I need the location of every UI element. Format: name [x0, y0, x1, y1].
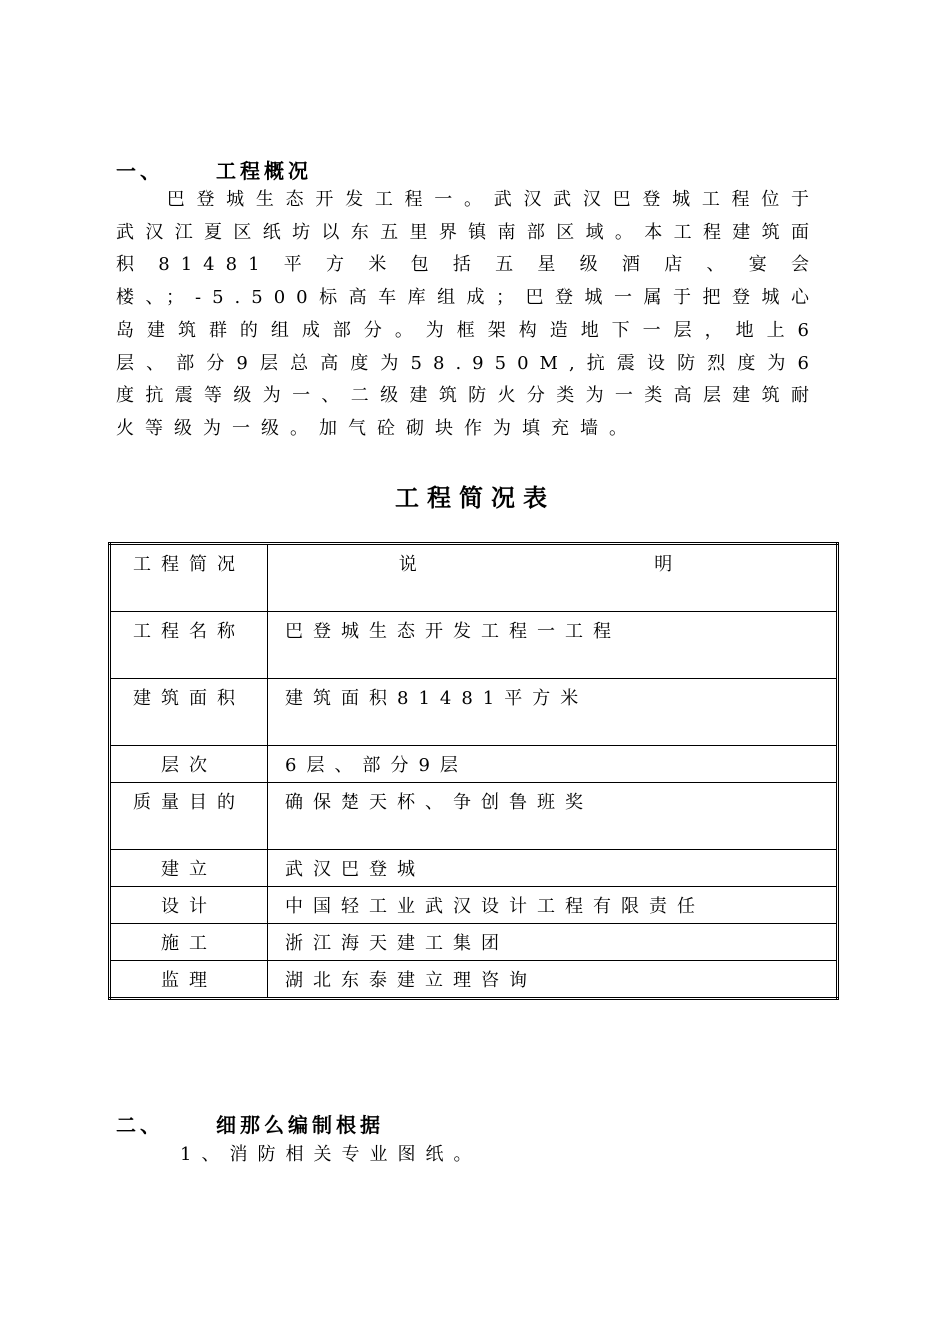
row-value: 6层、部分9层: [268, 746, 838, 783]
table-header-label: 工程简况: [110, 544, 268, 612]
section-2-list: [180, 1140, 481, 1170]
table-row: [110, 612, 838, 679]
project-info-table: [108, 542, 839, 1000]
row-label: 建筑面积: [110, 679, 268, 746]
row-label: 设计: [110, 887, 268, 924]
section-2-title: 细那么编制根据: [216, 1113, 384, 1137]
list-item: 1、消防相关专业图纸。: [180, 1144, 482, 1165]
row-value: 浙江海天建工集团: [268, 924, 838, 961]
row-value: 巴登城生态开发工程一工程: [268, 612, 838, 679]
table-row: [110, 850, 838, 887]
table-row: [110, 887, 838, 924]
row-value: 确保楚天杯、争创鲁班奖: [268, 783, 838, 850]
table-row: [110, 924, 838, 961]
row-label: 层次: [110, 746, 268, 783]
table-row: [110, 679, 838, 746]
section-2-number: 二、: [116, 1113, 164, 1137]
row-label: 建立: [110, 850, 268, 887]
section-1-paragraph-block: [116, 184, 820, 446]
table-header-value: [268, 544, 838, 612]
table-title: 工程简况表: [395, 484, 555, 512]
table-header-value-right: 明: [654, 554, 683, 575]
row-value: 建筑面积81481平方米: [268, 679, 838, 746]
row-value: 湖北东泰建立理咨询: [268, 961, 838, 999]
row-label: 质量目的: [110, 783, 268, 850]
section-1-number: 一、: [116, 159, 164, 183]
section-1-heading: [116, 155, 312, 184]
table-row: [110, 961, 838, 999]
section-2-heading: [116, 1109, 384, 1138]
row-label: 施工: [110, 924, 268, 961]
row-label: 工程名称: [110, 612, 268, 679]
section-1-paragraph: 巴登城生态开发工程一。武汉武汉巴登城工程位于武汉江夏区纸坊以东五里界镇南部区域。本工程建筑面积81481平方米包括五星级酒店、宴会楼、；-5.500标高车库组成；巴登城一属于把登城心岛建筑群的组成部分。为框架构造地下一层，地上6层、部分9层总高度为58.950M,抗震设防烈度为6度抗震等级为一、二级建筑防火分类为一类高层建筑耐火等级为一级。加气砼砌块作为填充墙。: [116, 189, 820, 439]
row-value: 武汉巴登城: [268, 850, 838, 887]
table-row: [110, 783, 838, 850]
row-value: 中国轻工业武汉设计工程有限责任: [268, 887, 838, 924]
row-label: 监理: [110, 961, 268, 999]
table-header-row: [110, 544, 838, 612]
section-1-title: 工程概况: [216, 159, 312, 183]
table-row: [110, 746, 838, 783]
table-header-value-left: 说: [398, 554, 427, 575]
